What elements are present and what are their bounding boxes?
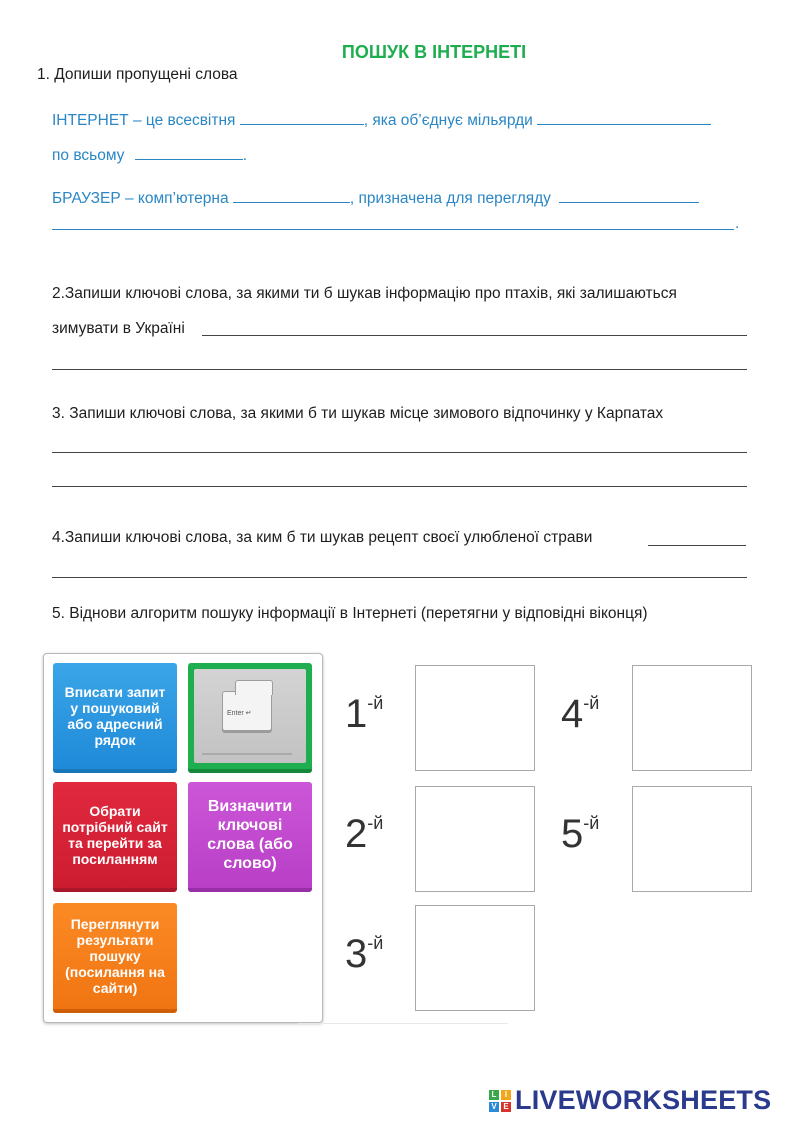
question-4-line-1: 4.Запиши ключові слова, за ким б ти шукав рецепт своєї улюбленої страви [52,529,593,546]
q1-blank-5[interactable] [559,188,699,203]
question-2-line-2: зимувати в Україні [52,320,185,337]
drop-slot-2[interactable] [415,786,535,892]
question-1-heading: 1. Допиши пропущені слова [37,66,238,83]
divider [298,1023,508,1024]
q1-line-3 [52,188,699,208]
ordinal-4: $4^{-й}$ [561,692,600,736]
ordinal-3: $3^{-й}$ [345,932,384,976]
drop-slot-4[interactable] [632,665,752,771]
q1-blank-6[interactable] [52,229,734,230]
q1-blank-2[interactable] [537,110,711,125]
enter-key-icon [222,691,272,731]
q1-line-1 [52,110,711,130]
liveworksheets-logo [489,1085,771,1116]
ordinal-2: $2^{-й}$ [345,812,384,856]
q1-line-3-text-a: БРАУЗЕР – комп’ютерна [52,190,229,207]
enter-key-label: Enter ↵ [227,710,252,717]
ordinal-5: $5^{-й}$ [561,812,600,856]
question-3-line-1: 3. Запиши ключові слова, за якими б ти шукав місце зимового відпочинку у Карпатах [52,405,664,422]
card-define-keywords[interactable]: Визначити ключові слова (або слово) [188,782,312,892]
drag-cards-panel [43,653,323,1023]
q1-blank-3[interactable] [135,145,243,160]
q1-line-1-text-a: ІНТЕРНЕТ – це всесвітня [52,112,236,129]
q1-line-2 [52,145,247,165]
logo-mark-icon [489,1090,511,1112]
q4-answer-line-1[interactable] [52,577,747,578]
q1-blank-4[interactable] [233,188,350,203]
logo-mark-l: L [489,1090,499,1100]
enter-key-image [194,669,306,763]
card-choose-site[interactable]: Обрати потрібний сайт та перейти за посиланням [53,782,177,892]
ordinal-1: $1^{-й}$ [345,692,384,736]
q4-answer-line-0[interactable] [648,545,746,546]
drop-slot-5[interactable] [632,786,752,892]
q3-answer-line-2[interactable] [52,486,747,487]
logo-mark-v: V [489,1102,499,1112]
q3-answer-line-1[interactable] [52,452,747,453]
enter-key-shadow [202,753,292,755]
page-title: ПОШУК В ІНТЕРНЕТІ [341,42,527,62]
q1-line-2-text: по всьому [52,147,125,164]
logo-text: LIVEWORKSHEETS [515,1085,772,1115]
q2-answer-line-2[interactable] [52,369,747,370]
q1-blank-1[interactable] [240,110,364,125]
q1-line-3-text-b: , призначена для перегляду [349,190,551,207]
logo-mark-e: E [501,1102,511,1112]
q1-line-1-text-b: , яка об’єднує мільярди [363,112,533,129]
card-enter-key[interactable] [188,663,312,773]
question-2-line-1: 2.Запиши ключові слова, за якими ти б шукав інформацію про птахів, які залишаються [52,285,677,302]
q2-answer-line-1[interactable] [202,335,747,336]
card-enter-query[interactable]: Вписати запит у пошуковий або адресний рядок [53,663,177,773]
question-5-line-1: 5. Віднови алгоритм пошуку інформації в Інтернеті (перетягни у відповідні віконця) [52,605,648,622]
drop-slot-3[interactable] [415,905,535,1011]
q1-line-4-end: . [735,215,740,232]
drop-slot-1[interactable] [415,665,535,771]
logo-mark-i: I [501,1090,511,1100]
card-view-results[interactable]: Переглянути результати пошуку (посилання на сайти) [53,903,177,1013]
q1-line-2-end: . [242,147,248,164]
